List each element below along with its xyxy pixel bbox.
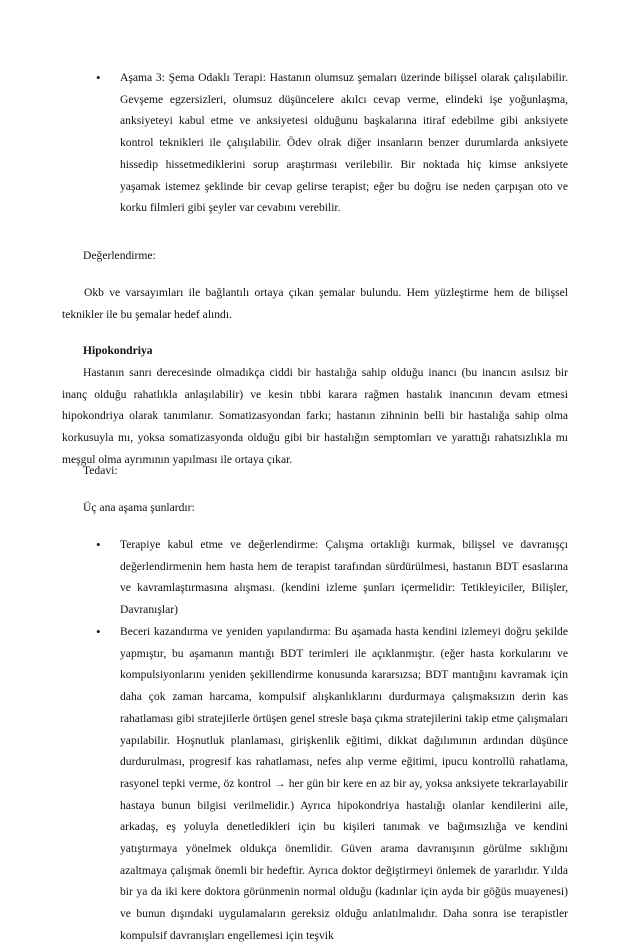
bullet-marker: • <box>96 537 101 552</box>
arrow-right-icon: → <box>274 776 286 790</box>
skill-building-text-part1: Beceri kazandırma ve yeniden yapılandırma: Bu aşamada hasta kendini izlemeyi doğru şekilde yapmıştır, bu aşamanın mantığı BDT terimleri ile açıklanmıştır. (eğer hasta korkularını ve kompulsiyonlarını yeniden şekillendirme konusunda kararsızsa; BDT mantığını kavramak için daha çok zaman harcama, kompulsif alışkanlıklarını durdurmaya çalışmaksızın derin kas rahatlaması gibi stratejilerle örtüşen genel stresle başa çıkma stratejilerini takip etme çalışmaları yapılabilir. Hoşnutluk planlaması, girişkenlik eğitimi, dikkat dağılımının ardından düşünce durdurulması, progresif kas rahatlaması, nefes alıp verme eğitimi, ipucu kontrollü rahatlama, rasyonel tepki verme, öz kontrol <box>120 625 568 790</box>
therapy-evaluation-bullet: Terapiye kabul etme ve değerlendirme: Çalışma ortaklığı kurmak, bilişsel ve davranışçı değerlendirmenin hem hasta hem de terapist tarafından sürdürülmesi, hastanın BDT esaslarına ve kavramlaştırmasına alışması. (kendini izleme şunları içermelidir: Tetikleyiciler, Bilişler, Davranışlar) <box>120 538 568 617</box>
skill-building-bullet <box>120 621 568 947</box>
skill-building-text-part2: her gün bir kere en az bir ay, yoksa anksiyete tekrarlayabilir hastaya bunun bilgisi verilmelidir.) Ayrıca hipokondriya hastalığı olanlar kendilerini aile, arkadaş, eş yoluyla denetledikleri için bu kişileri tanımak ve bağımsızlığa ve kendini yatıştırmaya yönelmek oldukça önemlidir. Güven arama davranışının görülme sıklığını azaltmaya çalışmak önemli bir hedeftir. Ayrıca doktor değiştirmeyi önlemek de yararlıdır. Yılda bir ya da iki kere doktora görünmenin normal olduğu (kadınlar için ayda bir göğüs muayenesi) ve bunun dışındaki uygulamaların gereksiz olduğu anlatılmalıdır. Daha sonra ise terapistler kompulsif davranışları engellemesi için teşvik <box>120 776 568 942</box>
phases-intro: Üç ana aşama şunlardır: <box>83 501 195 514</box>
treatment-label: Tedavi: <box>83 464 118 477</box>
evaluation-label: Değerlendirme: <box>83 249 156 262</box>
hypochondria-paragraph: Hastanın sanrı derecesinde olmadıkça ciddi bir hastalığa sahip olduğu inancı (bu inancın asılsız bir inanç olduğu rahatlıkla anlaşılabilir) ve kesin tıbbi karara rağmen hastalık inancının devam etmesi hipokondriya olarak tanımlanır. Somatizasyondan farkı; hastanın zihninin belli bir hastalığa sahip olma korkusuyla mı, yoksa somatizasyonda olduğu gibi bir hastalığın semptomları ve yarattığı rahatsızlıkla mı meşgul olma ayrımının yapılması ile ortaya çıkar. <box>62 366 568 466</box>
bullet-marker: • <box>96 624 101 639</box>
phase3-bullet-text: Aşama 3: Şema Odaklı Terapi: Hastanın olumsuz şemaları üzerinde bilişsel olarak çalışılabilir. Gevşeme egzersizleri, olumsuz düşüncelere akılcı cevap verme, elindeki işe yoğunlaşma, anksiyeteyi kabul etme ve anksiyetesi olduğunu başkalarına itiraf edebilme gibi anksiyete kontrol teknikleri ile çalışılabilir. Ödev olrak diğer insanların benzer durumlarda anksiyete hissedip hissetmediklerini sorup araştırması verilebilir. Bir noktada hiç kimse anksiyete yaşamak istemez şeklinde bir cevap gelirse terapist; eğer bu doğru ise neden çarpışan oto ve korku filmleri gibi şeyler var cevabını verebilir. <box>120 71 568 215</box>
section-heading-hypochondria: Hipokondriya <box>83 344 153 357</box>
evaluation-paragraph: Okb ve varsayımları ile bağlantılı ortaya çıkan şemalar bulundu. Hem yüzleştirme hem de bilişsel teknikler ile bu şemalar hedef alındı. <box>62 286 568 321</box>
bullet-marker: • <box>96 70 101 85</box>
